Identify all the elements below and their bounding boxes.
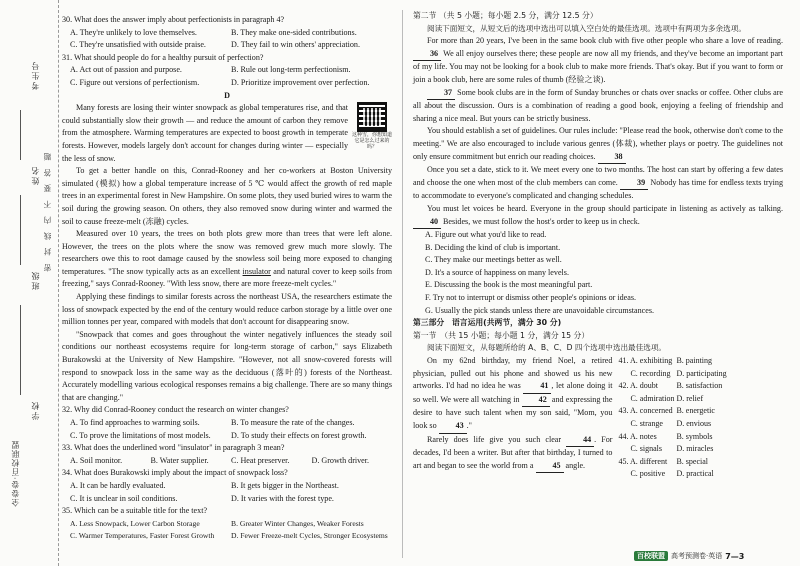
q44-b[interactable]: B. symbols xyxy=(676,431,713,441)
q31-option-d[interactable]: D. Prioritize improvement over perfection. xyxy=(231,77,370,87)
q30-option-c[interactable]: C. They're unsatisfied with outside praise. xyxy=(70,40,206,50)
cloze-block xyxy=(413,355,783,481)
q34-stem: 34. What does Burakowski imply about the impact of snowpack loss? xyxy=(62,468,288,478)
gp4-b: Nobody has time for endless texts trying to accommodate to everyone's complicated and changing schedules. xyxy=(413,177,784,201)
c3: and expressing the desire to have such talent when my son said, "Mom, you look so xyxy=(413,394,613,430)
blank-44[interactable]: 44 xyxy=(566,434,594,448)
q33-option-a[interactable]: A. Soil monitor. xyxy=(70,455,123,465)
c4: ." xyxy=(466,421,472,430)
c7: angle. xyxy=(565,460,586,470)
q42-options xyxy=(618,380,783,405)
q42-b[interactable]: B. satisfaction xyxy=(676,381,723,391)
c1: On my 62nd birthday, my friend Noel, a retired physician, pulled out his phone and showed us his new artworks. I'd had no idea he was xyxy=(413,356,613,391)
option-c[interactable]: C. They make our meetings better as well. xyxy=(425,255,562,265)
q43-b[interactable]: B. energetic xyxy=(676,406,715,416)
q45-options xyxy=(618,456,783,481)
gp5-b: Besides, we must follow the host's order to keep us in check. xyxy=(443,216,640,226)
blank-36[interactable]: 36 xyxy=(413,48,441,62)
part-3-instructions: 阅读下面短文，从每题所给的 A、B、C、D 四个选项中选出最佳选项。 xyxy=(427,343,667,353)
c6: . For decades, I'd been a writer. But after that birthday, I turned to art and began to see the world from a xyxy=(413,434,613,470)
q32-options xyxy=(62,417,392,442)
q33-option-b[interactable]: B. Water supplier. xyxy=(150,455,209,465)
q41-a[interactable]: 41. A. exhibiting xyxy=(618,356,673,366)
q41-c[interactable]: C. recording xyxy=(630,368,671,378)
gap-paragraph-5 xyxy=(413,203,783,229)
q35-option-d[interactable]: D. Fewer Freeze-melt Cycles, Stronger Ecosystems xyxy=(231,531,388,541)
qr-code-image xyxy=(357,102,387,132)
q41-b[interactable]: B. painting xyxy=(676,356,713,366)
option-a[interactable]: A. Figure out what you'd like to read. xyxy=(425,230,547,240)
margin-id-label: 考生号 xyxy=(31,60,40,90)
q31-option-b[interactable]: B. Rule out long-term perfectionism. xyxy=(231,65,351,75)
gap-paragraph-2 xyxy=(413,87,783,126)
cloze-paragraph-2 xyxy=(413,434,612,474)
q34-option-a[interactable]: A. It can be hardly evaluated. xyxy=(70,480,166,490)
q45-b[interactable]: B. special xyxy=(676,456,708,466)
q42-d[interactable]: D. relief xyxy=(676,393,704,403)
q31-option-c[interactable]: C. Figure out versions of perfectionism. xyxy=(70,77,200,87)
q30-option-a[interactable]: A. They're unlikely to love themselves. xyxy=(70,27,197,37)
publisher-logo: 百校联盟 xyxy=(634,551,668,561)
gap-paragraph-3 xyxy=(413,125,783,164)
right-column xyxy=(413,10,783,481)
q33-option-c[interactable]: C. Heat preserver. xyxy=(231,455,290,465)
q34-option-c[interactable]: C. It is unclear in soil conditions. xyxy=(70,493,178,503)
seal-line-notice: 密 封 线 内 不 要 答 题 xyxy=(43,150,52,272)
margin-class-line xyxy=(20,195,21,265)
gp4-text: Once you set a date, stick to it. We meet every one to two months. The host can start by offering a few dates and choose the one when most of the club members can come. xyxy=(413,165,783,187)
option-e[interactable]: E. Discussing the book is the most meaningful part. xyxy=(425,280,593,290)
gap-paragraph-1 xyxy=(413,35,783,86)
q45-a[interactable]: 45. A. different xyxy=(618,456,668,466)
blank-39[interactable]: 39 xyxy=(620,177,648,191)
passage-d-paragraph-4: Applying these findings to similar forests across the northeast USA, the researchers estimate the loss of snowpack expected by the end of the century would reduce carbon storage by a little over one million tonnes per year, compared with models that don't account for disappearing snow. xyxy=(62,292,392,327)
q35-option-b[interactable]: B. Greater Winter Changes, Weaker Forests xyxy=(231,518,364,528)
section-2-title: 第二节 （共 5 小题；每小题 2.5 分，满分 12.5 分） xyxy=(413,11,598,20)
cloze-passage xyxy=(413,355,612,481)
passage-d-paragraph-2: To get a better handle on this, Conrad-Rooney and her co-workers at Boston University simulated (模拟) how a global temperature increase of 5 ℃ would affect the growth of red maple trees in an experimental forest in New Hampshire. On some plots, they used buried wires to warm the soil during the growing season. On others, they also removed snow during winter and warmed the soil to cause freeze-melt (冻融) cycles. xyxy=(62,166,392,226)
q33-option-d[interactable]: D. Growth driver. xyxy=(311,455,370,465)
q45-d[interactable]: D. practical xyxy=(676,469,714,479)
blank-40[interactable]: 40 xyxy=(413,216,441,230)
c5: Rarely does life give you such clear xyxy=(427,434,562,444)
option-f[interactable]: F. Try not to interrupt or dismiss other people's opinions or ideas. xyxy=(425,293,637,303)
q44-c[interactable]: C. signals xyxy=(630,444,663,454)
q32-option-a[interactable]: A. To find approaches to warming soils. xyxy=(70,418,200,427)
margin-school-line xyxy=(20,305,21,395)
q45-c[interactable]: C. positive xyxy=(630,469,666,479)
q34-option-d[interactable]: D. It varies with the forest type. xyxy=(231,493,334,503)
gp3-text: You should establish a set of guidelines. Our rules include: "Please read the book, otherwise don't come to the meeting." We are also encouraged to include various genres (体裁), whether plays or poetry. The guidelines not only ensure commitment but enrich our reading choices. xyxy=(413,126,783,161)
underlined-word-insulator: insulator xyxy=(242,266,271,276)
q43-options xyxy=(618,405,783,430)
margin-name-label: 姓名 xyxy=(31,165,40,185)
passage-d-paragraph-5: "Snowpack that comes and goes throughout the winter negatively influences the steady soil conditions our northeast ecosystems require for long-term storage of carbon," says Elizabeth Burakowski at the University of New Hampshire. "However, not all snow-covered forests will respond to snowpack loss in the same way as the deciduous (落叶的) forests of the Northeast. Accurately modelling various ecological responses remains a big challenge. There are so many things that are changing." xyxy=(62,329,392,402)
passage-d-paragraph-1: Many forests are losing their winter snowpack as global temperatures rise, and that could substantially slow their growth — and reduce the amount of carbon they remove from the atmosphere. Warming temperatures are expected to boost growth in temperate forests. However, models largely don't account for changes during winter — especially the less of snow. xyxy=(62,103,348,163)
q30-options xyxy=(62,27,392,52)
q32-option-b[interactable]: B. To measure the rate of the changes. xyxy=(231,418,355,427)
q43-a[interactable]: 43. A. concerned xyxy=(618,406,673,416)
page-number: 7—3 xyxy=(725,551,745,561)
blank-43[interactable]: 43 xyxy=(439,420,467,434)
column-divider xyxy=(402,10,403,558)
blank-45[interactable]: 45 xyxy=(536,460,564,474)
blank-37[interactable]: 37 xyxy=(427,87,455,101)
option-g[interactable]: G. Usually the pick stands unless there are unavoidable circumstances. xyxy=(425,305,655,315)
margin-school-label: 学校 xyxy=(31,400,40,420)
blank-42[interactable]: 42 xyxy=(522,394,550,408)
part-3-section-1-title: 第一节 （共 15 小题；每小题 1 分，满分 15 分） xyxy=(413,330,590,340)
section-2-instructions: 阅读下面短文，从短文后的选项中选出可以填入空白处的最佳选项。选项中有两项为多余选项。 xyxy=(427,23,746,33)
q32-option-d[interactable]: D. To study their effects on forest growth. xyxy=(231,430,367,440)
q43-c[interactable]: C. strange xyxy=(630,419,663,428)
q30-option-d[interactable]: D. They fail to win others' appreciation. xyxy=(231,40,360,50)
q32-option-c[interactable]: C. To prove the limitations of most models. xyxy=(70,430,211,440)
q44-a[interactable]: 44. A. notes xyxy=(618,431,657,441)
q41-d[interactable]: D. participating xyxy=(676,368,727,378)
footer-label: 高考预测卷·英语 xyxy=(671,552,723,560)
margin-class-label: 班级 xyxy=(31,270,40,290)
passage-d-paragraph-3 xyxy=(62,228,392,291)
q42-a[interactable]: 42. A. doubt xyxy=(618,381,659,391)
p3-text-b: and natural cover to keep soils from freezing," says Conrad-Rooney. "With less snow, there are more freeze-melt cycles." xyxy=(62,266,392,289)
q30-option-b[interactable]: B. They make one-sided contributions. xyxy=(231,27,357,37)
passage-d-heading: D xyxy=(224,90,230,100)
q35-options xyxy=(62,518,392,543)
p3-text-a: Measured over 10 years, the trees on both plots grew more than trees that were left alone. However, the trees on the plots where the snow was removed grew much more slowly. The researchers owe this to root damage caused by the snowless soil being more exposed to changing temperatures. "The snow typically acts as an excellent xyxy=(62,229,392,276)
q34-options xyxy=(62,480,392,505)
page-footer xyxy=(634,551,744,561)
cloze-paragraph-1 xyxy=(413,355,612,434)
q44-d[interactable]: D. miracles xyxy=(676,444,714,454)
blank-41[interactable]: 41 xyxy=(523,380,551,394)
q43-d[interactable]: D. envious xyxy=(676,419,712,428)
q44-options xyxy=(618,431,783,456)
option-d[interactable]: D. It's a source of happiness on many levels. xyxy=(425,267,569,277)
q35-option-a[interactable]: A. Less Snowpack, Lower Carbon Storage xyxy=(70,518,200,528)
margin-name-line xyxy=(20,110,21,160)
qr-code xyxy=(352,102,392,150)
left-column xyxy=(62,14,392,543)
gp2-text: Some book clubs are in the form of Sunday brunches or chats over snacks or coffee. Other clubs are all about the discussion. Ours is a combination of reading a good book, enjoying a feeling of friendship and sharing a nice meal. But yours can be strictly business. xyxy=(413,87,783,123)
q33-stem: 33. What does the underlined word "insulator" in paragraph 3 mean? xyxy=(62,443,285,453)
q34-option-b[interactable]: B. It gets bigger in the Northeast. xyxy=(231,480,339,490)
q35-option-c[interactable]: C. Warmer Temperatures, Faster Forest Growth xyxy=(70,531,215,541)
gp1-a: For more than 20 years, I've been in the same book club with five other people who share a love of reading. xyxy=(427,36,783,46)
q31-option-a[interactable]: A. Act out of passion and purpose. xyxy=(70,65,182,75)
q31-options xyxy=(62,64,392,89)
q42-c[interactable]: C. admiration xyxy=(630,393,675,403)
q31-stem: 31. What should people do for a healthy pursuit of perfection? xyxy=(62,52,264,62)
q41-options xyxy=(618,355,783,380)
binding-margin xyxy=(0,0,59,566)
margin-header: 全卷卷·百校联盟 xyxy=(11,440,20,507)
q33-options xyxy=(62,455,392,468)
gp5-text: You must let voices be heard. Everyone in the group should participate in listening as actively as talking. xyxy=(427,203,783,213)
q32-stem: 32. Why did Conrad-Rooney conduct the research on winter changes? xyxy=(62,405,289,415)
blank-38[interactable]: 38 xyxy=(598,151,626,165)
q35-stem: 35. Which can be a suitable title for the text? xyxy=(62,506,208,516)
part-3-title: 第三部分 语言运用(共两节，满分 30 分) xyxy=(413,318,562,328)
option-b[interactable]: B. Deciding the kind of club is important. xyxy=(425,242,561,252)
qr-caption: 这种雪，你想知道它是怎么过来的吗？ xyxy=(352,132,393,151)
q30-stem: 30. What does the answer imply about perfectionists in paragraph 4? xyxy=(62,15,285,24)
c2: , let alone doing it so well. We were all watching in xyxy=(413,381,613,404)
cloze-options xyxy=(612,355,783,481)
gap-paragraph-4 xyxy=(413,164,783,203)
gp1-b: We all enjoy ourselves there; these people are now all my friends, and they've become an important part of my life. You may not be looking for a book club to make more friends. That's okay. But if you want to form or join a book club, here are some rules of thumb (经验之谈). xyxy=(413,48,783,84)
